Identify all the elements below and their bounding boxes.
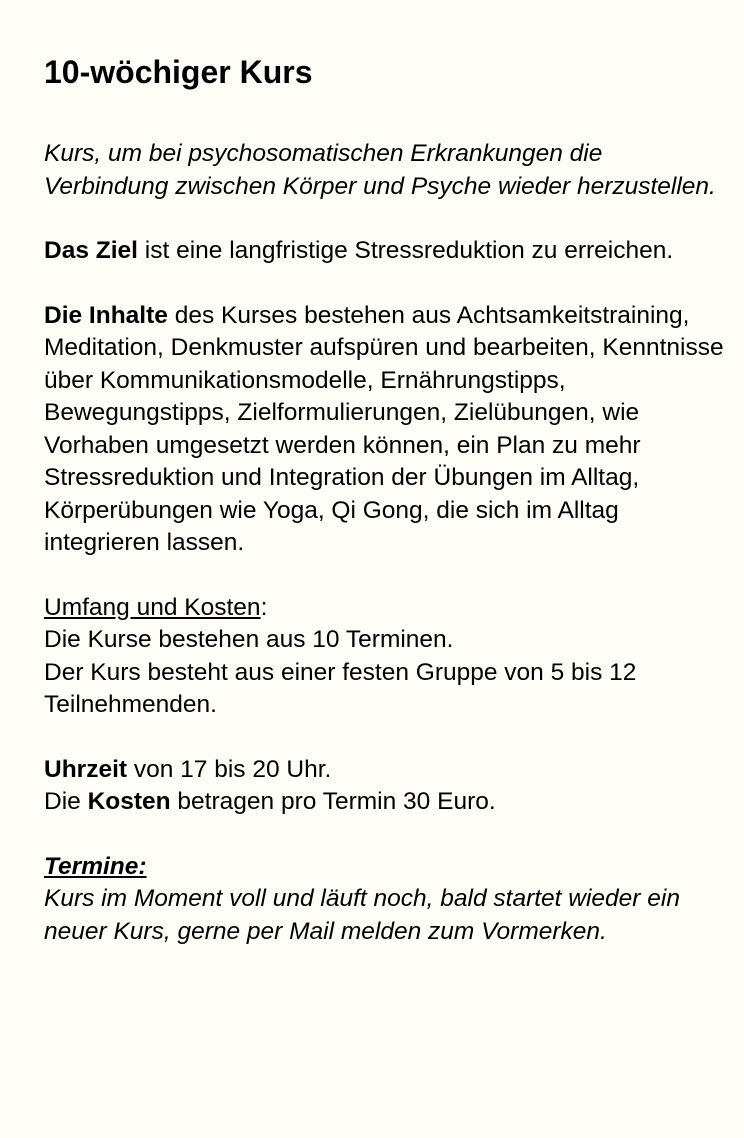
time-cost-paragraph bbox=[44, 754, 724, 819]
scope-paragraph bbox=[44, 592, 724, 722]
dates-text: Kurs im Moment voll und läuft noch, bald startet wieder ein neuer Kurs, gerne per Mail melden zum Vormerken. bbox=[44, 885, 680, 945]
contents-paragraph bbox=[44, 300, 724, 560]
dates-paragraph bbox=[44, 851, 724, 949]
scope-line-2: Der Kurs besteht aus einer festen Gruppe von 5 bis 12 Teilnehmenden. bbox=[44, 658, 637, 718]
goal-paragraph bbox=[44, 235, 724, 268]
cost-label: Kosten bbox=[87, 788, 171, 815]
goal-label: Das Ziel bbox=[44, 237, 138, 264]
scope-line-1: Die Kurse bestehen aus 10 Terminen. bbox=[44, 626, 454, 653]
contents-text: des Kurses bestehen aus Achtsamkeitstraining, Meditation, Denkmuster aufspüren und bearbeiten, Kenntnisse über Kommunikationsmodelle, Ernährungstipps, Bewegungstipps, Zielformulierungen, Zielübungen, wie Vorhaben umgesetzt werden können, ein Plan zu mehr Stressreduktion und Integration der Übungen im Alltag, Körperübungen wie Yoga, Qi Gong, die sich im Alltag integrieren lassen. bbox=[44, 301, 724, 556]
dates-heading: Termine: bbox=[44, 852, 147, 880]
time-text: von 17 bis 20 Uhr. bbox=[127, 755, 332, 783]
scope-colon: : bbox=[260, 593, 268, 621]
cost-text: betragen pro Termin 30 Euro. bbox=[170, 788, 496, 815]
goal-text: ist eine langfristige Stressreduktion zu erreichen. bbox=[137, 237, 674, 264]
contents-label: Die Inhalte bbox=[44, 301, 168, 329]
time-label: Uhrzeit bbox=[44, 755, 128, 783]
scope-heading: Umfang und Kosten bbox=[44, 593, 261, 621]
page-title: 10-wöchiger Kurs bbox=[44, 54, 313, 90]
cost-prefix: Die bbox=[44, 788, 88, 815]
intro-text: Kurs, um bei psychosomatischen Erkrankungen die Verbindung zwischen Körper und Psyche wieder herzustellen. bbox=[44, 140, 716, 200]
